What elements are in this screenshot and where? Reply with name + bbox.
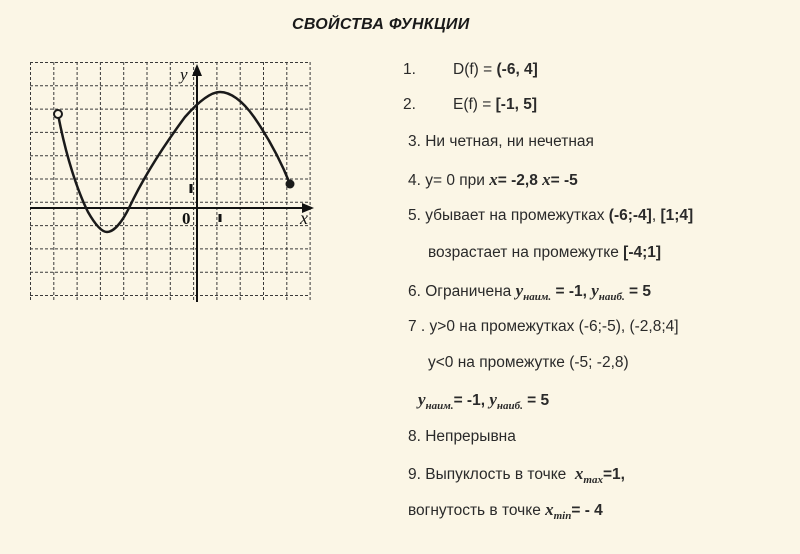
property-concave: вогнутость в точке $x_{min}= - 4$ [408, 500, 603, 522]
property-negative: y<0 на промежутке (-5; -2,8) [428, 354, 629, 371]
slide-title: СВОЙСТВА ФУНКЦИИ [292, 16, 470, 33]
property-domain: 1. D(f) = (-6, 4] [403, 61, 538, 78]
origin-label: 0 [182, 209, 191, 228]
x-axis-label: x [300, 208, 308, 228]
property-decreasing: 5. убывает на промежутках (-6;-4], [1;4] [408, 207, 694, 224]
property-continuous: 8. Непрерывна [408, 428, 516, 445]
property-increasing: возрастает на промежутке [-4;1] [428, 244, 662, 261]
property-zeros: 4. y= 0 при x= -2,8 x= -5 [408, 170, 578, 189]
property-convex: 9. Выпуклость в точке $x_{max}=1$, [408, 464, 625, 486]
property-bounded: 6. Ограничена $y_{наим.} = -1$, $y_{наиб.} = 5$ [408, 281, 652, 303]
property-extrema: $y_{наим.}= -1$, $y_{наиб.} = 5$ [418, 390, 550, 412]
y-axis-label: y [180, 65, 188, 84]
property-positive: 7 . y>0 на промежутках (-6;-5), (-2,8;4] [408, 318, 679, 335]
property-range: 2. E(f) = [-1, 5] [403, 96, 537, 113]
property-parity: 3. Ни четная, ни нечетная [408, 133, 594, 150]
